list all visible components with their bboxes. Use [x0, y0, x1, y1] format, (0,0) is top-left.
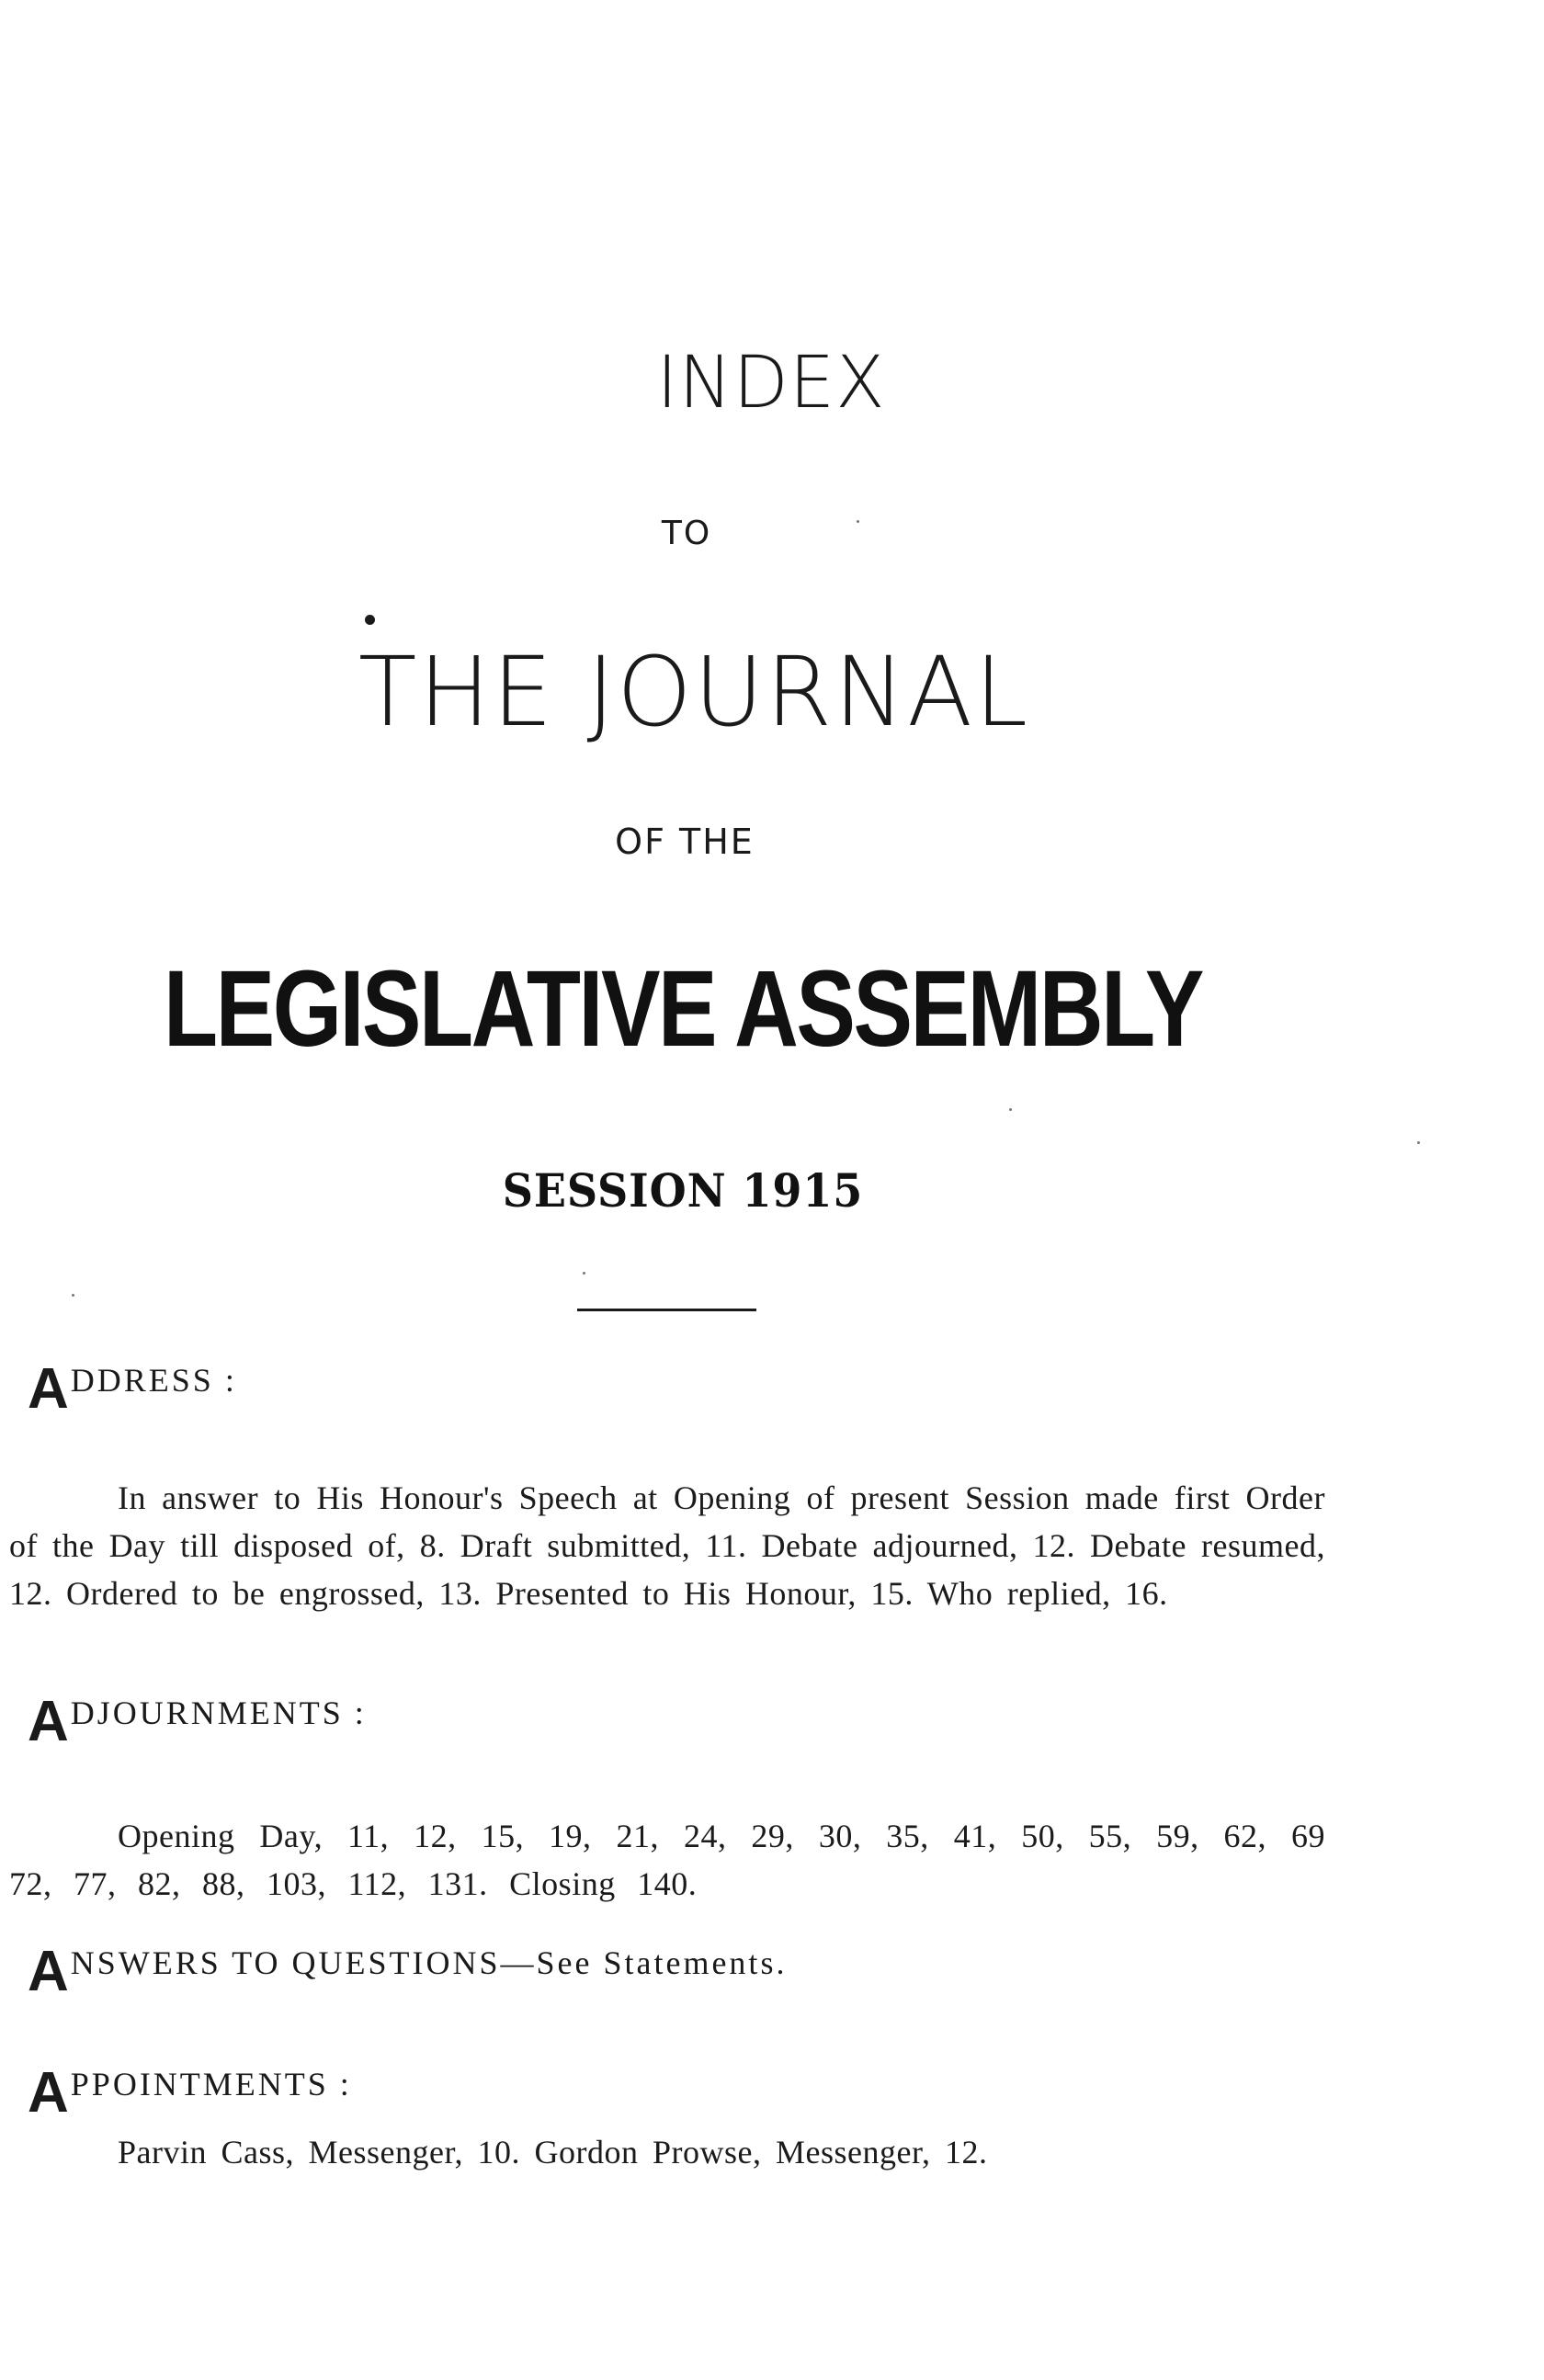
print-dot [365, 615, 375, 625]
appointments-heading [28, 2060, 352, 2125]
index-title: INDEX [656, 342, 886, 425]
answers-heading-text: NSWERS TO QUESTIONS—See Statements. [70, 1944, 788, 1981]
to-title: TO [661, 515, 712, 552]
adjournments-entry: Opening Day, 11, 12, 15, 19, 21, 24, 29, 30, 35, 41, 50, 55, 59, 62, 69 72, 77, 82, 88, 103, 112, 131. Closing 140. [9, 1818, 1325, 1902]
paper-speck [1417, 1141, 1420, 1144]
answers-heading [28, 1939, 787, 2004]
assembly-title: LEGISLATIVE ASSEMBLY [163, 948, 1203, 1070]
address-entry: In answer to His Honour's Speech at Opening of present Session made first Order of the Day till disposed of, 8. Draft submitted, 11. Debate adjourned, 12. Debate resumed, 12. Ordered to be engrossed, 13. Presented to His Honour, 15. Who replied, 16. [9, 1479, 1325, 1612]
appointments-heading-text: PPOINTMENTS : [70, 2066, 352, 2102]
of-the-title: OF THE [615, 822, 755, 862]
paper-speck [1009, 1108, 1012, 1111]
answers-initial: A [28, 1940, 69, 2003]
address-initial: A [28, 1357, 69, 1421]
adjournments-initial: A [28, 1690, 69, 1753]
address-heading [28, 1356, 237, 1422]
adjournments-heading [28, 1689, 367, 1754]
adjournments-heading-text: DJOURNMENTS : [70, 1694, 367, 1731]
address-heading-text: DDRESS : [70, 1362, 237, 1399]
session-title: SESSION 1915 [502, 1163, 864, 1218]
paper-speck [857, 520, 859, 523]
paper-speck [583, 1272, 585, 1275]
appointments-initial: A [28, 2061, 69, 2125]
title-divider [577, 1309, 756, 1311]
paper-speck [72, 1294, 74, 1297]
appointments-entry: Parvin Cass, Messenger, 10. Gordon Prowse, Messenger, 12. [118, 2134, 988, 2170]
journal-title: THE JOURNAL [358, 636, 1030, 748]
